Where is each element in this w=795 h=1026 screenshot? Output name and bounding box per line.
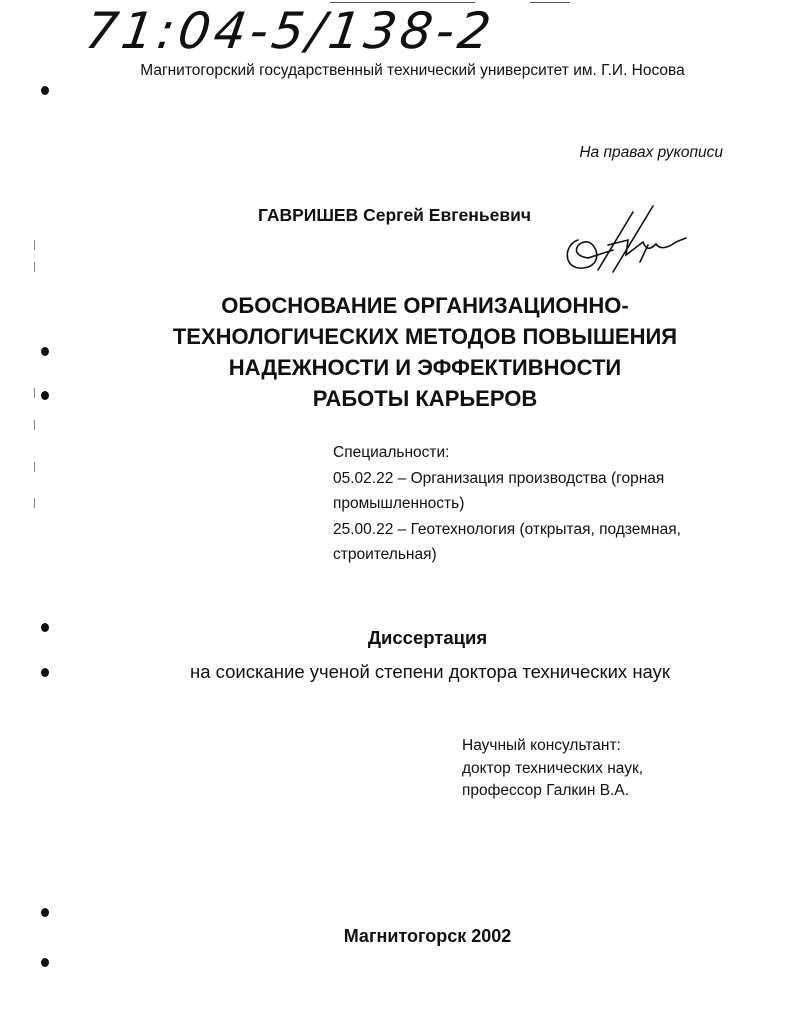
- scan-artifact-tick: [34, 462, 35, 472]
- binding-hole-mark: [41, 908, 49, 917]
- binding-hole-mark: [41, 958, 49, 967]
- scan-artifact-tick: [34, 388, 35, 398]
- scan-artifact-tick: [34, 240, 35, 250]
- specialties-heading: Специальности:: [333, 444, 450, 461]
- binding-hole-mark: [41, 86, 49, 95]
- author-name: ГАВРИШЕВ Сергей Евгеньевич: [258, 205, 531, 225]
- title-line: РАБОТЫ КАРЬЕРОВ: [312, 386, 538, 411]
- title-line: НАДЕЖНОСТИ И ЭФФЕКТИВНОСТИ: [228, 355, 622, 380]
- specialty-line: промышленность): [333, 495, 465, 512]
- degree-line: на соискание ученой степени доктора технических наук: [190, 661, 670, 682]
- city-year: Магнитогорск 2002: [343, 926, 512, 946]
- specialty-line: 25.00.22 – Геотехнология (открытая, подземная,: [333, 520, 681, 538]
- consultant-line: доктор технических наук,: [462, 759, 644, 777]
- binding-hole-mark: [41, 623, 49, 632]
- title-line: ТЕХНОЛОГИЧЕСКИХ МЕТОДОВ ПОВЫШЕНИЯ: [172, 324, 678, 349]
- specialties-block: [333, 440, 681, 568]
- rights-note: На правах рукописи: [579, 144, 723, 161]
- binding-hole-mark: [41, 347, 49, 356]
- scan-artifact-tick: [34, 262, 35, 272]
- scan-artifact-tick: [34, 420, 35, 430]
- specialty-line: 05.02.22 – Организация производства (горная: [333, 469, 665, 487]
- consultant-line: Научный консультант:: [462, 737, 621, 754]
- binding-hole-mark: [41, 668, 49, 677]
- title-line: ОБОСНОВАНИЕ ОРГАНИЗАЦИОННО-: [221, 293, 629, 318]
- specialty-line: строительная): [333, 546, 437, 563]
- dissertation-title: [0, 290, 795, 414]
- university-name: Магнитогорский государственный технический университет им. Г.И. Носова: [140, 62, 685, 79]
- consultant-line: профессор Галкин В.А.: [462, 782, 630, 799]
- handwritten-catalog-number: 71:04-5/138-2: [81, 2, 499, 60]
- scan-artifact-line: [530, 2, 570, 3]
- scan-artifact-tick: [34, 498, 35, 508]
- binding-hole-mark: [41, 391, 49, 400]
- document-type: Диссертация: [367, 627, 488, 648]
- consultant-block: [462, 735, 643, 803]
- signature: [558, 200, 693, 280]
